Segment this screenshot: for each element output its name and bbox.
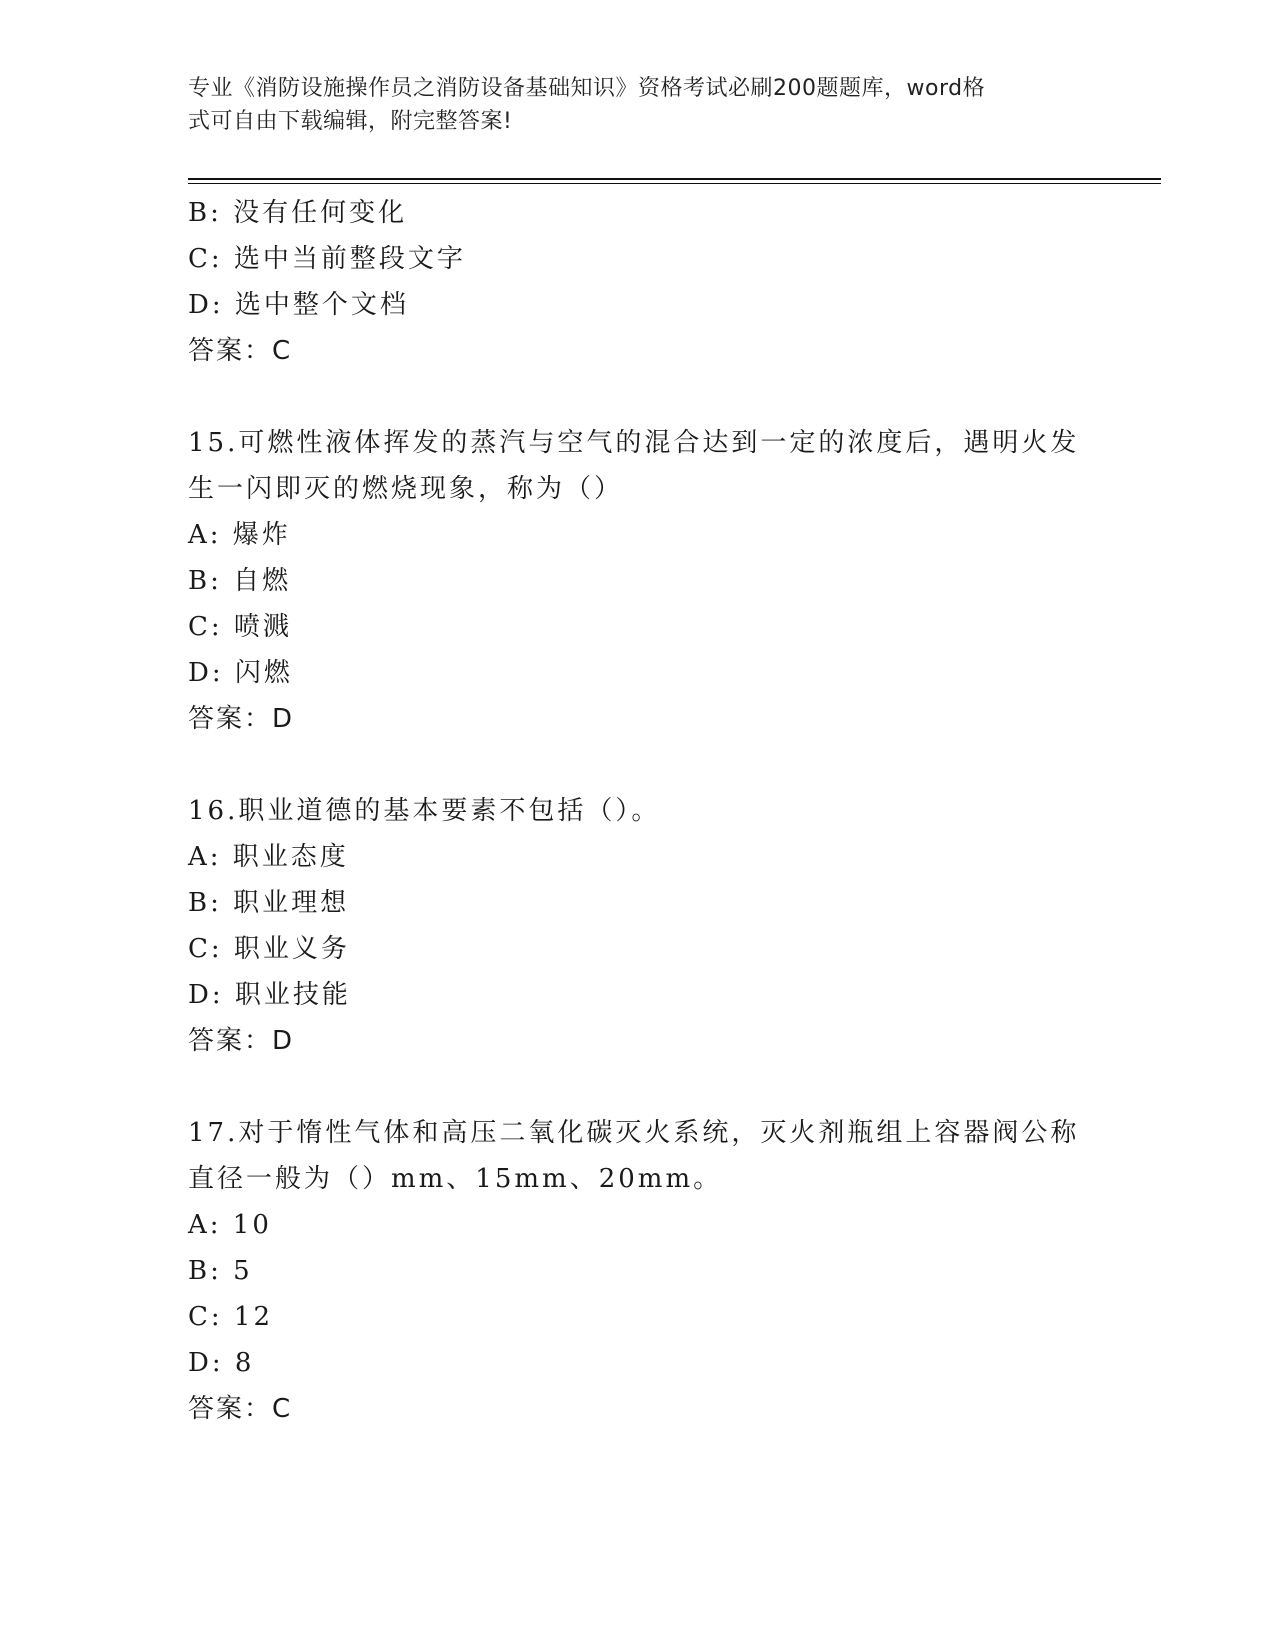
question-17 bbox=[188, 1110, 1088, 1432]
option-d: D: 闪燃 bbox=[188, 658, 293, 688]
option-b: B: 5 bbox=[188, 1256, 253, 1286]
option-d: D: 职业技能 bbox=[188, 980, 351, 1010]
option-b: B: 自燃 bbox=[188, 566, 292, 596]
answer-line: 答案：C bbox=[188, 336, 293, 366]
header-line-2: 式可自由下载编辑，附完整答案! bbox=[188, 109, 513, 134]
header-line-1: 专业《消防设施操作员之消防设备基础知识》资格考试必刷200题题库，word格 bbox=[188, 76, 986, 101]
question-text-line-2: 生一闪即灭的燃烧现象，称为（） bbox=[188, 474, 624, 504]
option-a: A: 10 bbox=[188, 1210, 272, 1240]
question-16 bbox=[188, 788, 1088, 1064]
header-divider-thick bbox=[188, 178, 1161, 180]
option-b: B: 职业理想 bbox=[188, 888, 350, 918]
option-d: D: 8 bbox=[188, 1348, 255, 1378]
option-a: A: 爆炸 bbox=[188, 520, 291, 550]
option-d: D: 选中整个文档 bbox=[188, 290, 409, 320]
answer-line: 答案：D bbox=[188, 704, 295, 734]
question-list bbox=[188, 190, 1088, 1432]
option-a: A: 职业态度 bbox=[188, 842, 349, 872]
option-b: B: 没有任何变化 bbox=[188, 198, 408, 228]
partial-question-14 bbox=[188, 190, 1088, 374]
question-15 bbox=[188, 420, 1088, 742]
question-text-line-2: 直径一般为（）mm、15mm、20mm。 bbox=[188, 1164, 723, 1194]
answer-line: 答案：C bbox=[188, 1394, 293, 1424]
option-c: C: 喷溅 bbox=[188, 612, 292, 642]
question-text-line-1: 15.可燃性液体挥发的蒸汽与空气的混合达到一定的浓度后，遇明火发 bbox=[188, 428, 1080, 458]
question-text-line-1: 16.职业道德的基本要素不包括（）。 bbox=[188, 796, 661, 826]
question-text-line-1: 17.对于惰性气体和高压二氧化碳灭火系统，灭火剂瓶组上容器阀公称 bbox=[188, 1118, 1080, 1148]
option-c: C: 职业义务 bbox=[188, 934, 350, 964]
document-header bbox=[188, 72, 1068, 138]
option-c: C: 12 bbox=[188, 1302, 274, 1332]
option-c: C: 选中当前整段文字 bbox=[188, 244, 466, 274]
answer-line: 答案：D bbox=[188, 1026, 295, 1056]
header-divider-thin bbox=[188, 183, 1161, 184]
